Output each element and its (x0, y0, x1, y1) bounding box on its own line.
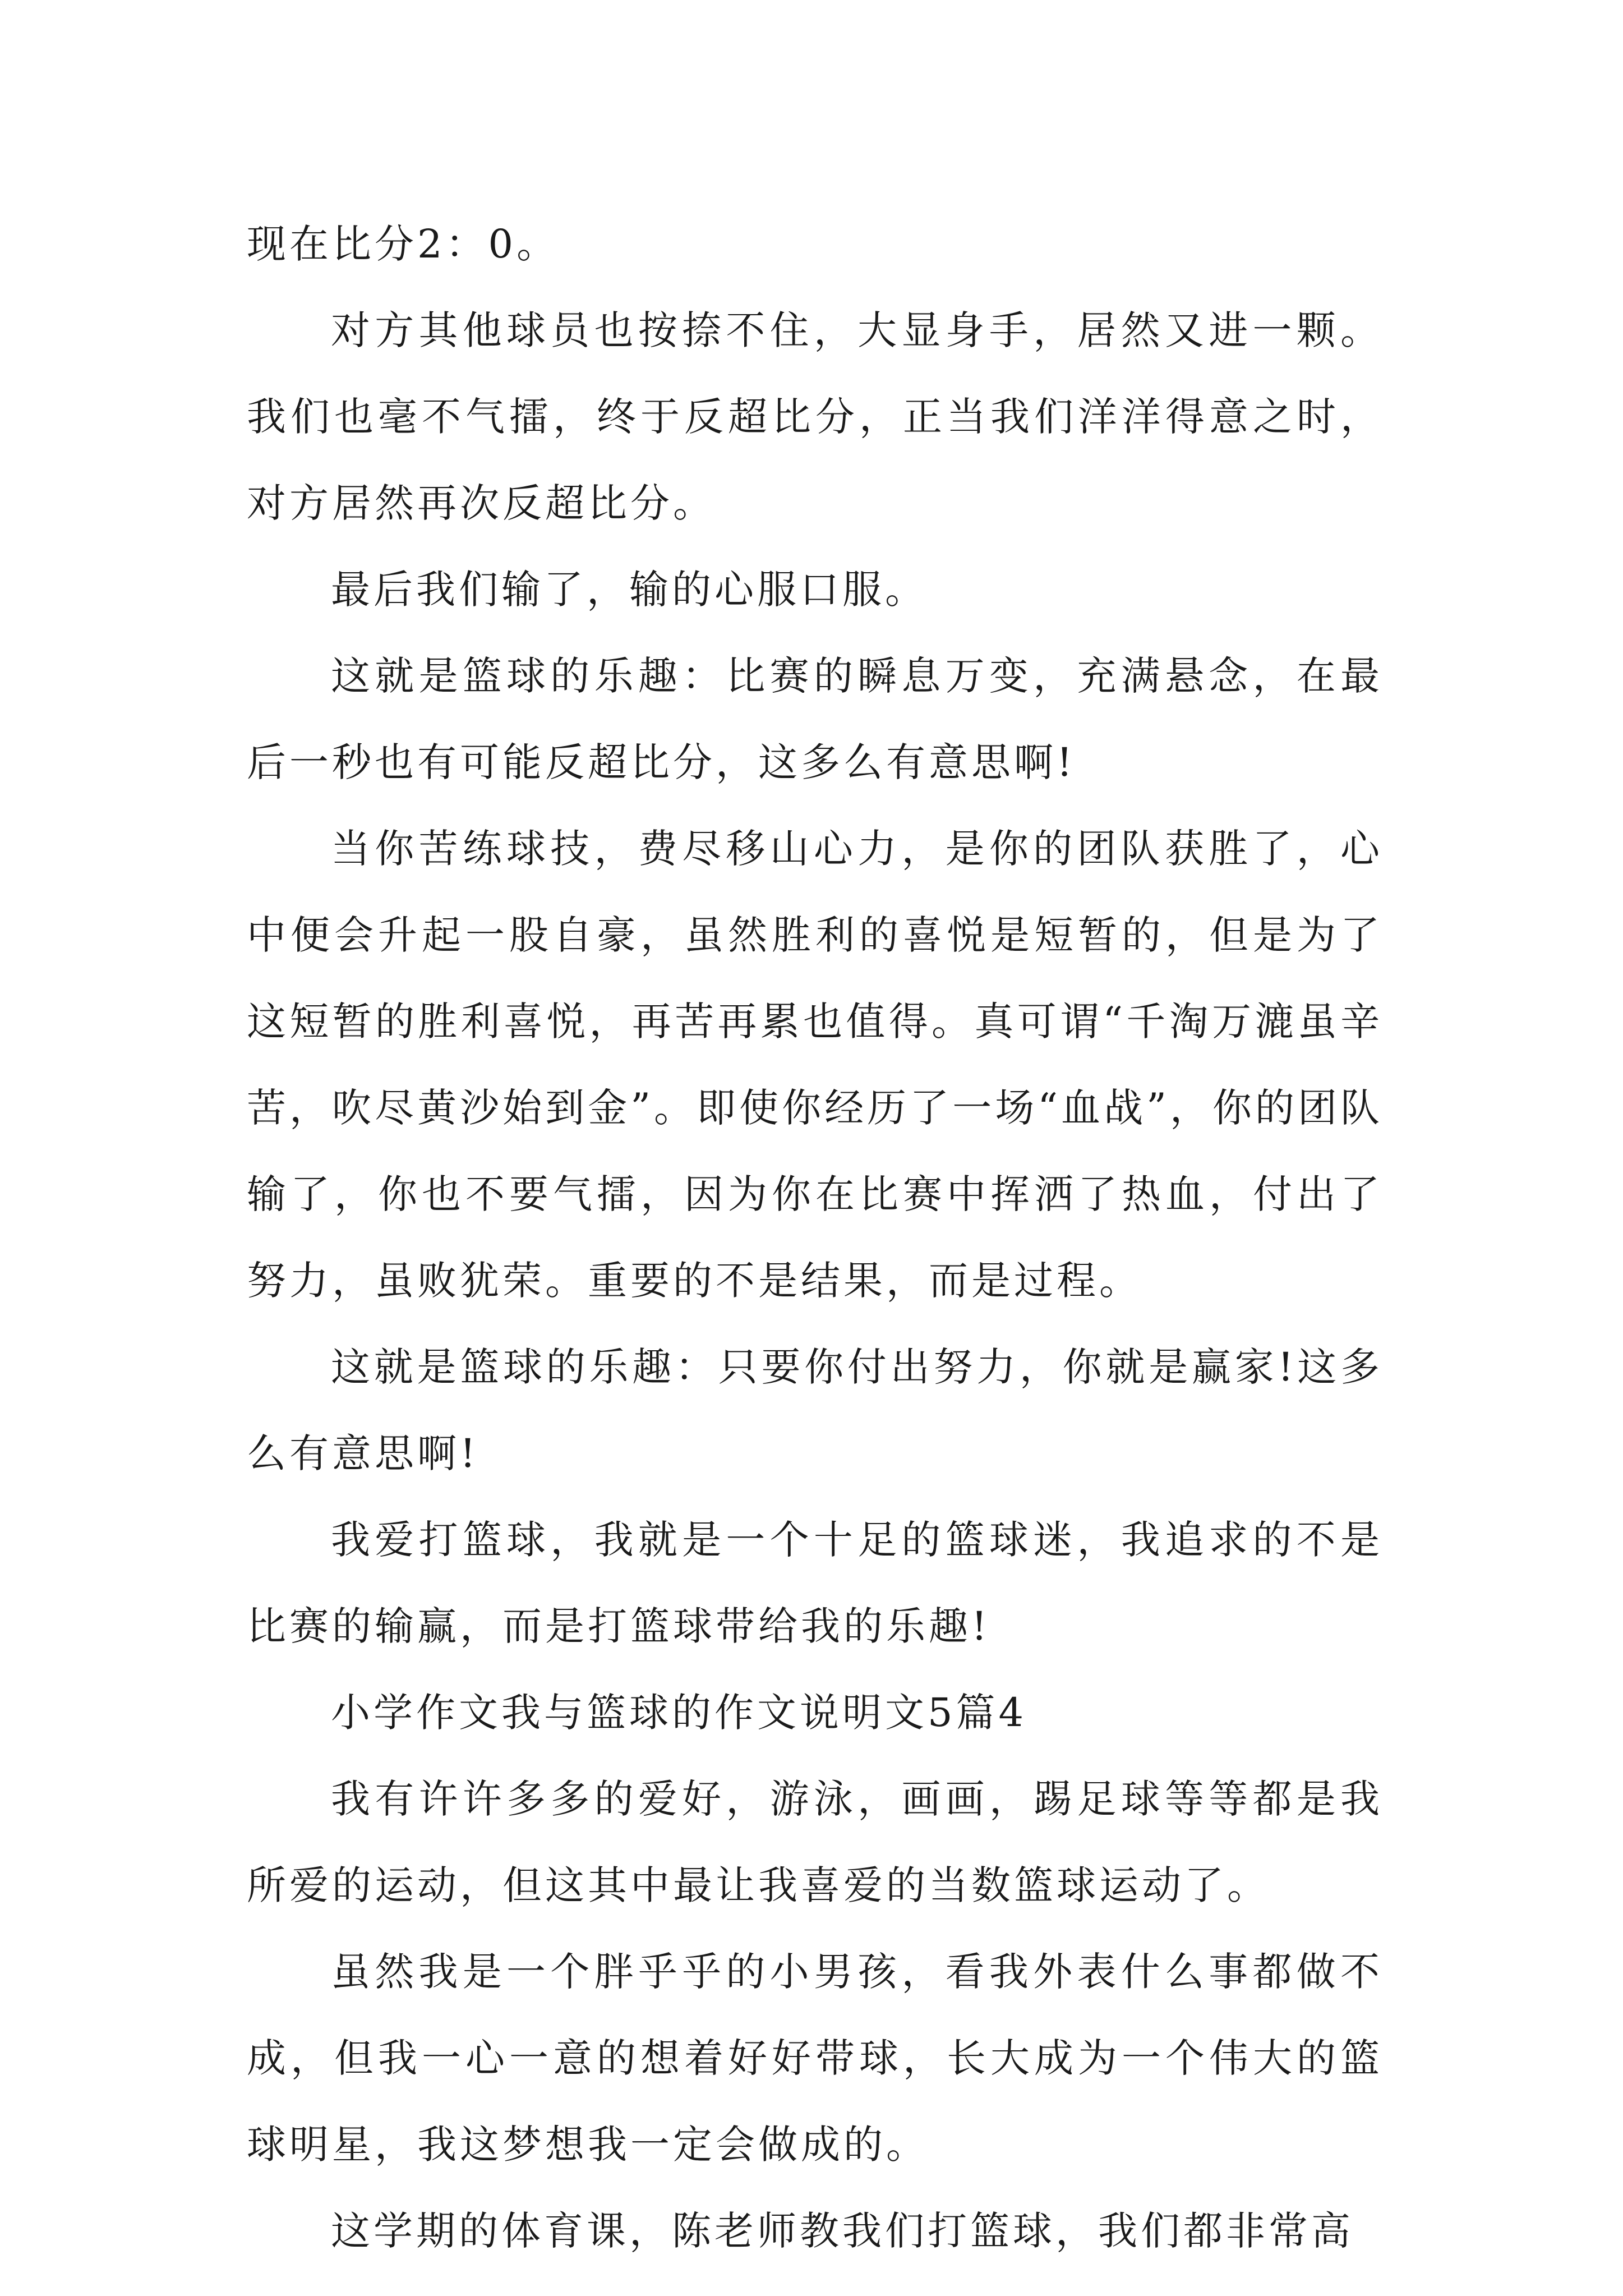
paragraph: 我有许许多多的爱好，游泳，画画，踢足球等等都是我所爱的运动，但这其中最让我喜爱的当数篮球运动了。 (247, 1776, 1383, 1908)
paragraph: 我爱打篮球，我就是一个十足的篮球迷，我追求的不是比赛的输赢，而是打篮球带给我的乐趣! (247, 1517, 1383, 1649)
paragraph: 这学期的体育课，陈老师教我们打篮球，我们都非常高 (331, 2208, 1354, 2254)
paragraph: 现在比分2：0。 (247, 221, 560, 267)
paragraph: 最后我们输了，输的心服口服。 (331, 567, 928, 613)
paragraph: 这就是篮球的乐趣：只要你付出努力，你就是赢家!这多么有意思啊! (247, 1344, 1383, 1476)
paragraph: 虽然我是一个胖乎乎的小男孩，看我外表什么事都做不成，但我一心一意的想着好好带球，长大成为一个伟大的篮球明星，我这梦想我一定会做成的。 (247, 1949, 1383, 2168)
paragraph: 对方其他球员也按捺不住，大显身手，居然又进一颗。我们也毫不气擂，终于反超比分，正当我们洋洋得意之时，对方居然再次反超比分。 (247, 307, 1383, 526)
section-heading: 小学作文我与篮球的作文说明文5篇4 (331, 1690, 1027, 1736)
paragraph: 当你苦练球技，费尽移山心力，是你的团队获胜了，心中便会升起一股自豪，虽然胜利的喜悦是短暂的，但是为了这短暂的胜利喜悦，再苦再累也值得。真可谓“千淘万漉虽辛苦，吹尽黄沙始到金”。即使你经历了一场“血战”，你的团队输了，你也不要气擂，因为你在比赛中挥洒了热血，付出了努力，虽败犹荣。重要的不是结果，而是过程。 (247, 826, 1383, 1304)
document-body (247, 201, 1383, 2274)
paragraph: 这就是篮球的乐趣：比赛的瞬息万变，充满悬念，在最后一秒也有可能反超比分，这多么有意思啊! (247, 653, 1383, 785)
